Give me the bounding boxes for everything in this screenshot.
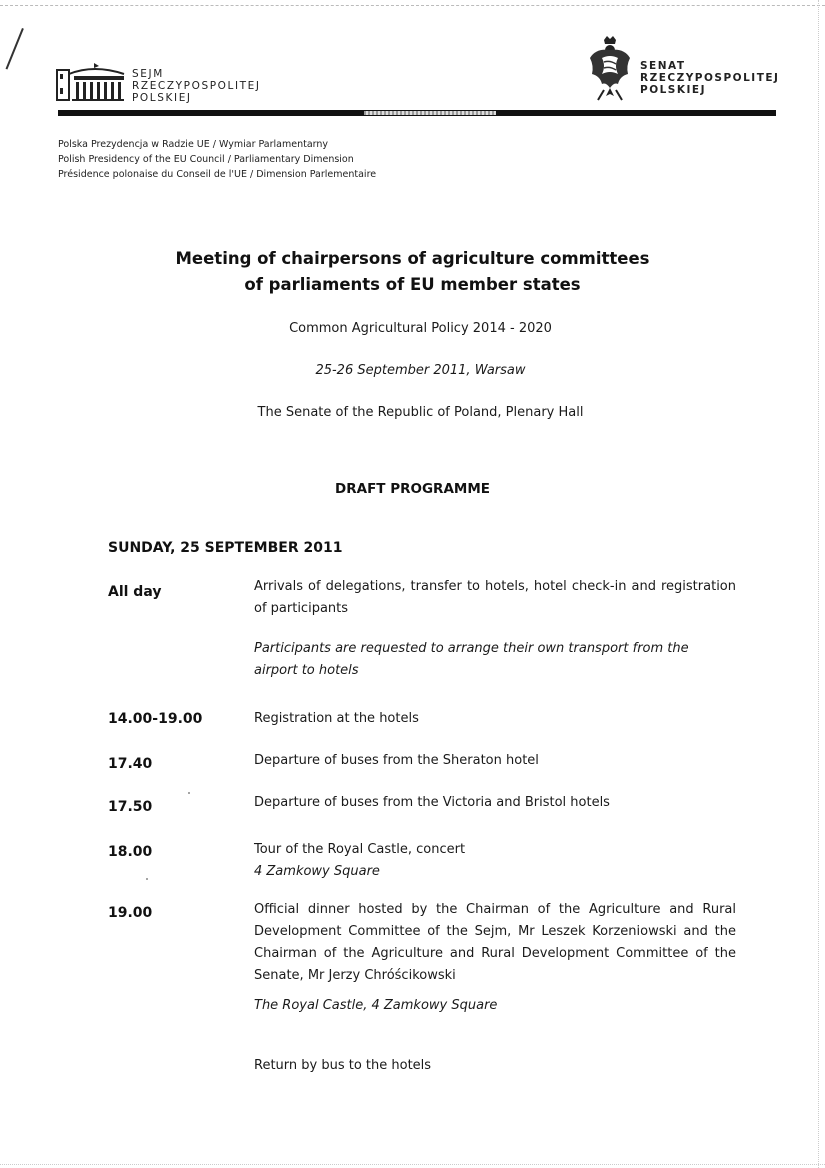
sejm-logo-line: POLSKIEJ	[132, 92, 192, 104]
schedule-text: Registration at the hotels	[254, 711, 419, 726]
day-heading: SUNDAY, 25 SEPTEMBER 2011	[108, 540, 343, 556]
header-rule	[58, 110, 776, 116]
pen-mark	[6, 28, 24, 70]
meeting-dates: 25-26 September 2011, Warsaw	[315, 363, 526, 378]
presidency-block	[58, 137, 376, 182]
schedule-text: Tour of the Royal Castle, concert	[254, 842, 466, 857]
schedule-time: 14.00-19.00	[108, 711, 203, 727]
programme-heading: DRAFT PROGRAMME	[335, 481, 490, 497]
sejm-building-logo	[56, 62, 126, 102]
schedule-location: The Royal Castle, 4 Zamkowy Square	[254, 998, 498, 1013]
schedule-time: 17.40	[108, 756, 153, 772]
scan-speck	[188, 792, 190, 794]
senat-logo-line: POLSKIEJ	[640, 84, 706, 96]
meeting-venue: The Senate of the Republic of Poland, Plenary Hall	[257, 405, 584, 420]
presidency-line-en: Polish Presidency of the EU Council / Parliamentary Dimension	[58, 154, 354, 165]
sejm-logo-text	[132, 68, 261, 104]
schedule-time: All day	[108, 584, 162, 600]
scan-edge-right	[818, 0, 819, 1168]
meeting-title-line: of parliaments of EU member states	[244, 275, 581, 294]
schedule-entry	[254, 708, 736, 730]
meeting-policy: Common Agricultural Policy 2014 - 2020	[289, 321, 552, 336]
meeting-title	[0, 246, 825, 298]
schedule-entry	[254, 839, 736, 883]
schedule-text: Official dinner hosted by the Chairman of the Agriculture and Rural Development Committee of the Sejm, Mr Leszek Korzeniowski and the Chairman of the Agriculture and Rural Development Committee of the Senate, Mr Jerzy Chróścikowski	[254, 902, 736, 983]
sejm-logo-line: SEJM	[132, 68, 164, 80]
presidency-line-pl: Polska Prezydencja w Radzie UE / Wymiar Parlamentarny	[58, 139, 329, 150]
schedule-time: 19.00	[108, 905, 153, 921]
schedule-entry	[254, 576, 736, 682]
sejm-logo-line: RZECZYPOSPOLITEJ	[132, 80, 261, 92]
schedule-text: Departure of buses from the Victoria and Bristol hotels	[254, 795, 610, 810]
scan-edge-bottom	[0, 1164, 825, 1165]
header-rule-pattern	[364, 111, 496, 115]
schedule-time: 18.00	[108, 844, 153, 860]
senat-logo-line: RZECZYPOSPOLITEJ	[640, 72, 780, 84]
schedule-text: Arrivals of delegations, transfer to hotels, hotel check-in and registration of participants	[254, 579, 736, 616]
senat-logo-text	[640, 60, 779, 96]
schedule-entry	[254, 750, 736, 772]
schedule-after: Return by bus to the hotels	[254, 1058, 432, 1073]
scan-edge-top	[0, 5, 825, 6]
presidency-line-fr: Présidence polonaise du Conseil de l'UE / Dimension Parlementaire	[58, 169, 377, 180]
schedule-location: 4 Zamkowy Square	[254, 864, 380, 879]
scan-speck	[146, 878, 148, 880]
senat-logo-line: SENAT	[640, 60, 686, 72]
schedule-entry	[254, 899, 736, 1077]
meeting-title-line: Meeting of chairpersons of agriculture committees	[175, 249, 650, 268]
senat-eagle-logo	[588, 36, 632, 104]
schedule-entry	[254, 792, 736, 814]
schedule-text: Departure of buses from the Sheraton hotel	[254, 753, 539, 768]
schedule-time: 17.50	[108, 799, 153, 815]
schedule-note: Participants are requested to arrange their own transport from the airport to hotels	[254, 641, 689, 678]
